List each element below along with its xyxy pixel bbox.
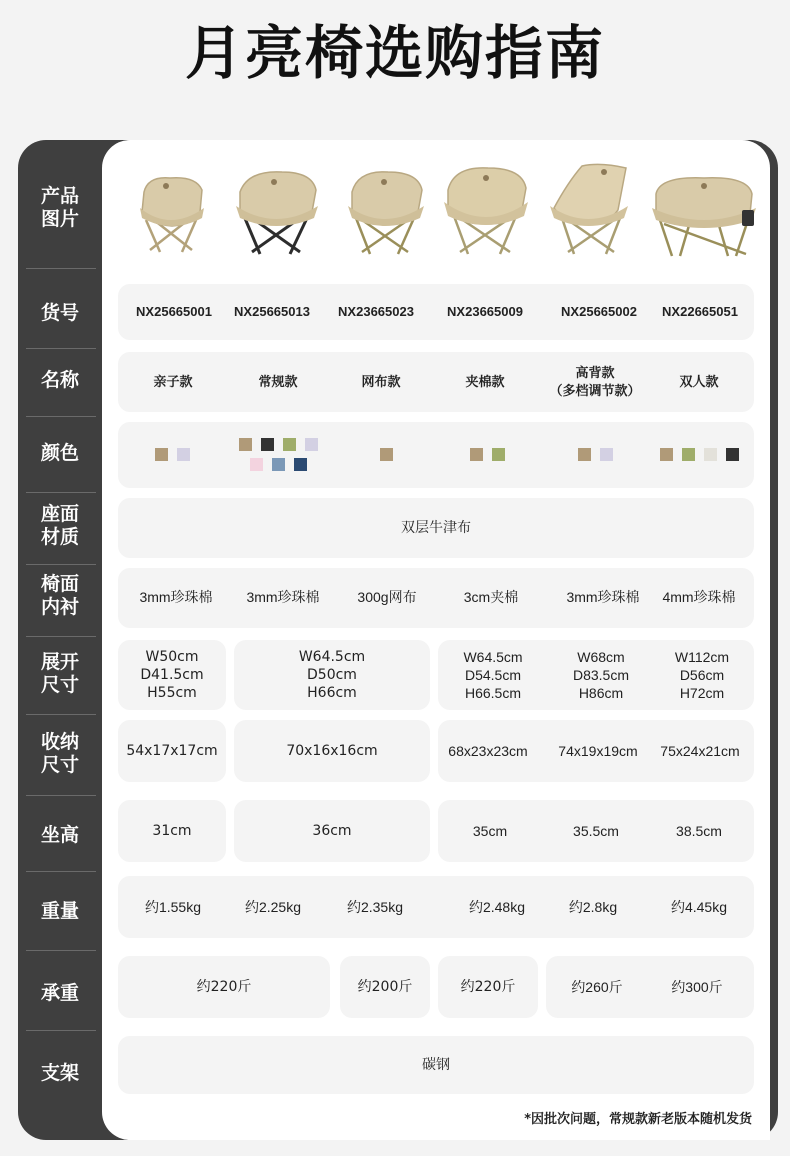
weight-value: 约2.35kg <box>346 899 404 915</box>
row-label-image: 产品 图片 <box>40 185 79 230</box>
lining-value: 3mm珍珠棉 <box>139 589 213 605</box>
weight-value: 约1.55kg <box>144 899 202 915</box>
color-swatch <box>492 448 505 461</box>
lining-value: 3mm珍珠棉 <box>246 589 320 605</box>
color-swatch <box>726 448 739 461</box>
row-label-sku: 货号 <box>40 301 79 324</box>
page-title: 月亮椅选购指南 <box>184 19 605 87</box>
lining-value: 4mm珍珠棉 <box>662 589 736 605</box>
seat-height-value: 35cm <box>472 823 508 839</box>
row-label-open-size: 展开 尺寸 <box>40 651 79 696</box>
color-swatch <box>578 448 591 461</box>
row-label-load: 承重 <box>40 981 79 1004</box>
load-value: 约200斤 <box>340 956 430 1018</box>
color-swatch <box>272 458 285 471</box>
load-value: 约220斤 <box>118 956 330 1018</box>
weight-value: 约2.8kg <box>568 899 618 915</box>
row-label-frame: 支架 <box>40 1061 79 1084</box>
fold-size-value: 74x19x19cm <box>558 743 638 759</box>
sku-value: NX25665002 <box>561 304 637 319</box>
open-size-value: W68cm D83.5cm H86cm <box>572 649 630 701</box>
lining-value: 3mm珍珠棉 <box>566 589 640 605</box>
open-size-value: W64.5cm D54.5cm H66.5cm <box>463 649 523 701</box>
fold-size-value: 68x23x23cm <box>448 743 528 759</box>
seat-height-value: 31cm <box>118 800 226 862</box>
color-swatch <box>261 438 274 451</box>
chair-icon <box>230 168 322 258</box>
load-value: 约220斤 <box>438 956 538 1018</box>
seat-material-cell: 双层牛津布 <box>118 498 754 558</box>
weight-value: 约2.48kg <box>468 899 526 915</box>
weight-value: 约4.45kg <box>670 899 728 915</box>
frame-cell: 碳钢 <box>118 1036 754 1094</box>
row-label-weight: 重量 <box>40 899 79 922</box>
seat-height-value: 35.5cm <box>573 823 619 839</box>
load-value: 约260斤 <box>571 979 623 995</box>
row-label-name: 名称 <box>40 368 79 391</box>
open-size-value: W112cm D56cm H72cm <box>674 649 730 701</box>
chair-icon <box>130 172 214 256</box>
color-swatch <box>239 438 252 451</box>
color-swatch <box>250 458 263 471</box>
row-label-fold-size: 收纳 尺寸 <box>40 731 79 776</box>
row-label-seat-material: 座面 材质 <box>40 503 79 548</box>
sku-value: NX23665009 <box>447 304 523 319</box>
lining-value: 300g网布 <box>357 589 417 605</box>
color-swatch <box>177 448 190 461</box>
product-name: 高背款 （多档调节款） <box>549 365 641 398</box>
sku-value: NX23665023 <box>338 304 414 319</box>
chair-icon <box>650 174 758 260</box>
lining-value: 3cm夹棉 <box>463 589 519 605</box>
fold-size-value: 70x16x16cm <box>234 720 430 782</box>
color-swatch <box>600 448 613 461</box>
open-size-value: W50cm D41.5cm H55cm <box>118 640 226 710</box>
color-swatch <box>305 438 318 451</box>
footnote: *因批次问题，常规款新老版本随机发货 <box>524 1112 752 1127</box>
product-name: 亲子款 <box>153 374 193 389</box>
product-name: 网布款 <box>361 374 401 389</box>
color-swatch <box>682 448 695 461</box>
color-swatch <box>283 438 296 451</box>
product-name: 夹棉款 <box>465 374 505 389</box>
color-swatch <box>470 448 483 461</box>
row-label-seat-height: 坐高 <box>40 823 79 846</box>
weight-value: 约2.25kg <box>244 899 302 915</box>
product-name: 常规款 <box>258 374 298 389</box>
seat-height-value: 36cm <box>234 800 430 862</box>
fold-size-value: 75x24x21cm <box>660 743 740 759</box>
open-size-value: W64.5cm D50cm H66cm <box>234 640 430 710</box>
load-value: 约300斤 <box>671 979 723 995</box>
fold-size-value: 54x17x17cm <box>118 720 226 782</box>
color-swatch <box>380 448 393 461</box>
row-label-lining: 椅面 内衬 <box>40 573 79 618</box>
color-swatch <box>155 448 168 461</box>
row-label-color: 颜色 <box>40 441 79 464</box>
chair-icon <box>548 162 634 258</box>
color-swatch <box>660 448 673 461</box>
sku-value: NX22665051 <box>662 304 738 319</box>
color-swatch <box>294 458 307 471</box>
chair-icon <box>342 168 428 258</box>
seat-height-value: 38.5cm <box>676 823 722 839</box>
chair-icon <box>440 166 530 258</box>
color-swatch <box>704 448 717 461</box>
sku-value: NX25665001 <box>136 304 212 319</box>
product-name: 双人款 <box>679 374 719 389</box>
sku-value: NX25665013 <box>234 304 310 319</box>
